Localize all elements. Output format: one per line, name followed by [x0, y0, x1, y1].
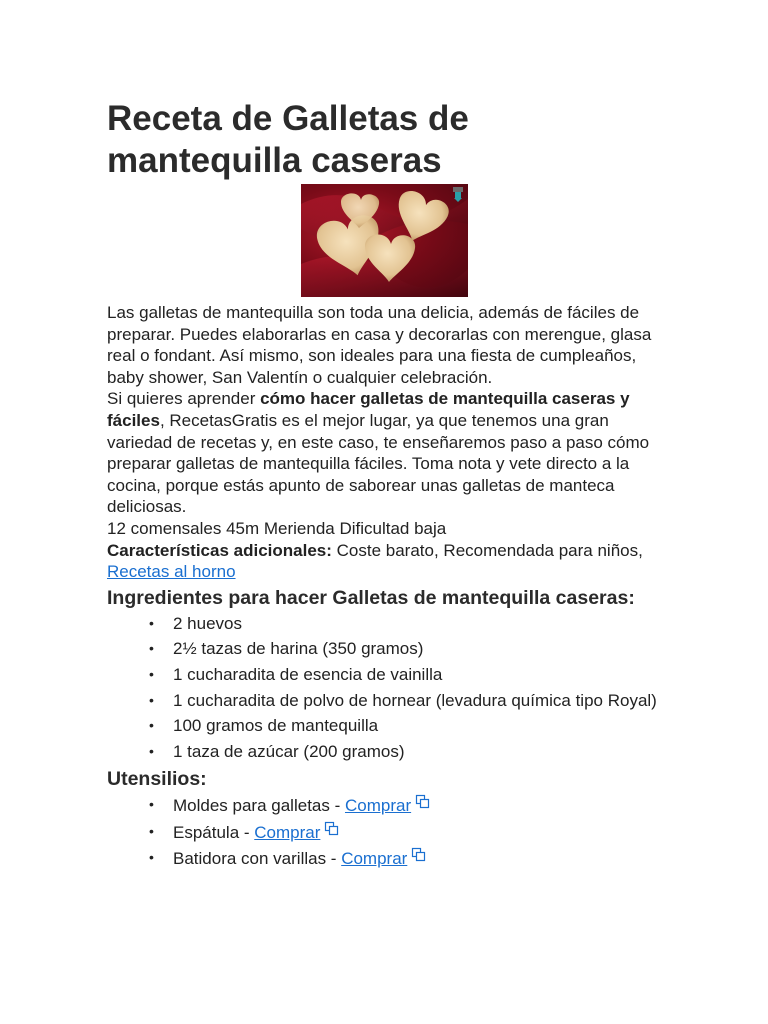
list-item — [149, 613, 667, 635]
description-rest: , RecetasGratis es el mejor lugar, ya que tenemos una gran variedad de recetas y, en este caso, te enseñaremos paso a paso cómo preparar galletas de mantequilla fáciles. Toma nota y vete directo a la cocina, porque estás apunto de saborear unas galletas de manteca deliciosas. — [107, 410, 650, 517]
bullet: • — [149, 614, 154, 631]
recipe-meta: 12 comensales 45m Merienda Dificultad baja — [107, 518, 447, 538]
list-item — [149, 690, 667, 712]
description-bold: cómo hacer galletas de mantequilla caseras y fáciles — [107, 389, 630, 430]
description-lead: Si quieres aprender — [107, 389, 261, 409]
cookies-photo — [301, 184, 468, 297]
page-title: Receta de Galletas de mantequilla caseras — [107, 99, 469, 180]
bullet: • — [149, 717, 154, 734]
bullet: • — [149, 691, 154, 708]
bullet: • — [149, 742, 154, 759]
intro-paragraph: Las galletas de mantequilla son toda una delicia, además de fáciles de preparar. Puedes elaborarlas en casa y decorarlas con merengue, glasa real o fondant. Así mismo, son ideales para una fiesta de cumpleaños, baby shower, San Valentín o cualquier celebración. — [107, 303, 652, 387]
bullet: • — [149, 849, 154, 866]
utensil-text: Espátula - — [173, 822, 255, 842]
buy-link[interactable]: Comprar — [341, 849, 408, 869]
ingredient-text: 1 cucharadita de polvo de hornear (levadura química tipo Royal) — [173, 690, 657, 710]
bullet: • — [149, 822, 154, 839]
utensil-text: Batidora con varillas - — [173, 849, 342, 869]
ingredients-heading: Ingredientes para hacer Galletas de mantequilla caseras: — [107, 586, 635, 609]
list-item — [149, 821, 667, 844]
ingredient-text: 1 taza de azúcar (200 gramos) — [173, 741, 405, 761]
external-link-icon[interactable] — [415, 794, 430, 809]
ingredients-list — [107, 613, 667, 763]
utensils-list — [107, 794, 667, 870]
utensils-heading: Utensilios: — [107, 768, 207, 791]
external-link-icon[interactable] — [324, 821, 339, 836]
ingredient-text: 2 huevos — [173, 613, 242, 633]
utensil-text: Moldes para galletas - — [173, 796, 345, 816]
buy-link[interactable]: Comprar — [344, 796, 412, 816]
list-item — [149, 664, 667, 686]
bullet: • — [149, 640, 154, 657]
category-link[interactable]: Recetas al horno — [107, 562, 236, 582]
bullet: • — [149, 665, 154, 682]
buy-link[interactable]: Comprar — [254, 822, 321, 842]
list-item — [149, 638, 667, 660]
extra-features-text: Coste barato, Recomendada para niños, — [331, 540, 643, 560]
list-item — [149, 715, 667, 737]
recipe-page — [107, 98, 667, 874]
ingredient-text: 100 gramos de mantequilla — [173, 716, 379, 736]
ingredient-text: 1 cucharadita de esencia de vainilla — [173, 664, 443, 684]
description-paragraph — [107, 388, 667, 518]
bullet: • — [149, 796, 154, 813]
badge-icon — [452, 186, 464, 202]
list-item — [149, 847, 667, 870]
list-item — [149, 741, 667, 763]
external-link-icon[interactable] — [411, 847, 426, 862]
list-item — [149, 794, 667, 817]
ingredient-text: 2½ tazas de harina (350 gramos) — [173, 639, 424, 659]
extra-features-label: Características adicionales: — [107, 540, 332, 560]
extra-features — [107, 540, 667, 583]
